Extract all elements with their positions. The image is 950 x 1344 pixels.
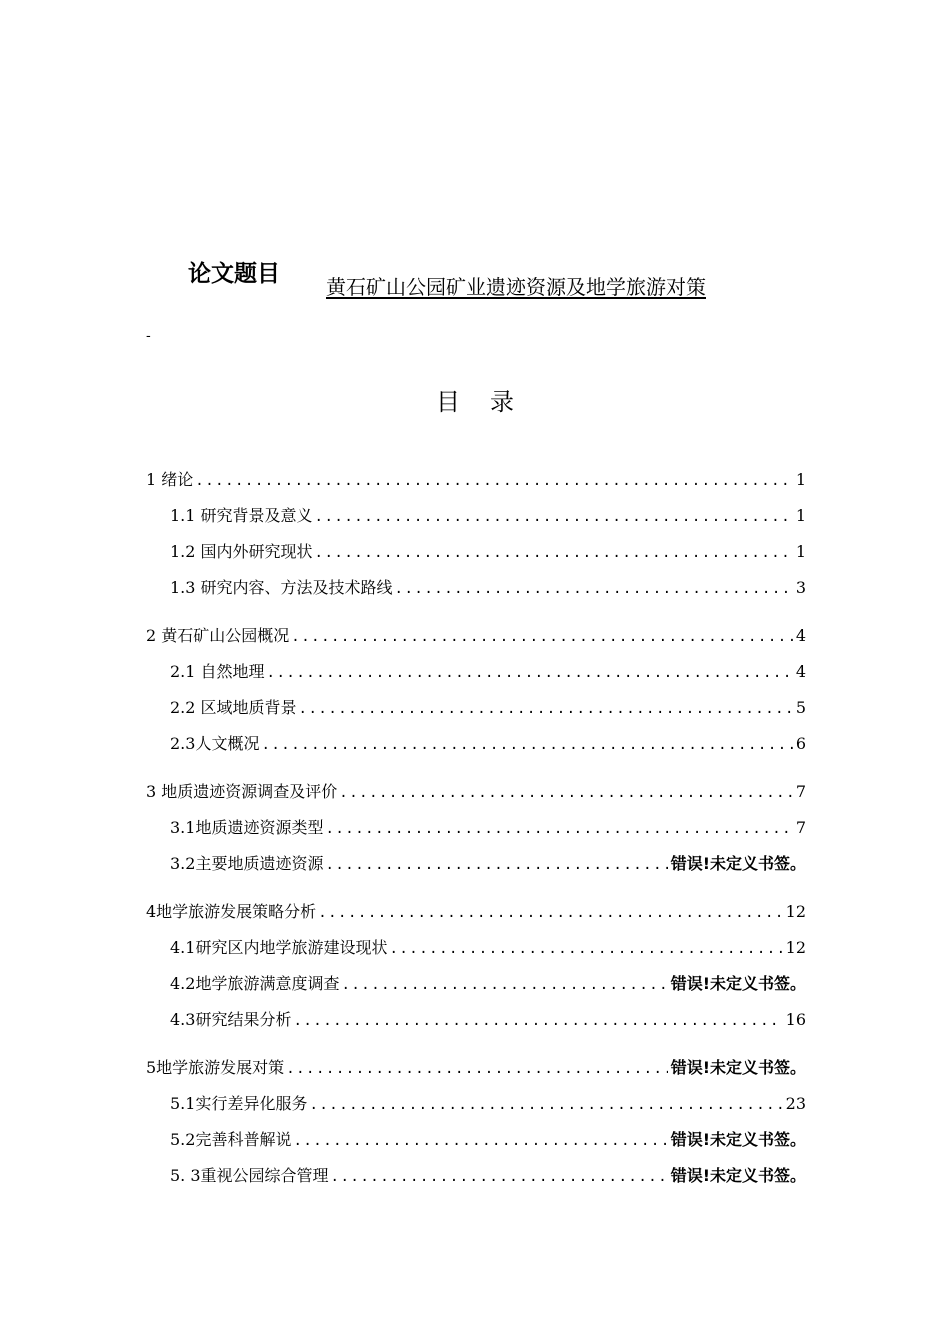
toc-entry-title: 5.2完善科普解说: [170, 1130, 292, 1149]
toc-entry-title: 2.1 自然地理: [170, 662, 265, 681]
toc-dot-leader: [309, 1092, 782, 1117]
toc-page-number: 16: [785, 1010, 806, 1029]
toc-dot-leader: [293, 1128, 667, 1153]
toc-entry[interactable]: [170, 935, 806, 961]
toc-page-number: 12: [785, 938, 806, 957]
toc-entry-title: 2 黄石矿山公园概况: [146, 626, 290, 645]
toc-entry[interactable]: [146, 899, 806, 925]
toc-entry-title: 5. 3重视公园综合管理: [170, 1166, 329, 1185]
toc-entry-title: 4.1研究区内地学旅游建设现状: [170, 938, 388, 957]
toc-dot-leader: [195, 468, 793, 493]
toc-dot-leader: [395, 576, 793, 601]
toc-entry[interactable]: [146, 779, 806, 805]
toc-heading: 目录: [436, 388, 544, 416]
toc-entry[interactable]: [170, 575, 806, 601]
toc-page-number: 4: [795, 662, 806, 681]
toc-page-number: 3: [795, 578, 806, 597]
toc-entry-title: 3 地质遗迹资源调查及评价: [146, 782, 338, 801]
toc-entry[interactable]: [170, 1127, 806, 1153]
toc-entry[interactable]: [146, 623, 806, 649]
toc-dot-leader: [318, 900, 782, 925]
toc-dot-leader: [341, 972, 667, 997]
toc-entry[interactable]: [146, 467, 806, 493]
toc-bookmark-error: 错误!未定义书签。: [670, 1166, 806, 1185]
toc-dot-leader: [286, 1056, 668, 1081]
toc-page-number: 1: [795, 470, 806, 489]
toc-dot-leader: [267, 660, 793, 685]
toc-page-number: 6: [795, 734, 806, 753]
thesis-title: 黄石矿山公园矿业遗迹资源及地学旅游对策: [326, 275, 706, 299]
toc-dot-leader: [389, 936, 782, 961]
toc-entry[interactable]: [170, 695, 806, 721]
toc-entry-title: 4地学旅游发展策略分析: [146, 902, 317, 921]
toc-entry[interactable]: [170, 731, 806, 757]
toc-entry-title: 3.1地质遗迹资源类型: [170, 818, 324, 837]
toc-dot-leader: [325, 816, 792, 841]
toc-entry-title: 1.2 国内外研究现状: [170, 542, 313, 561]
toc-entry[interactable]: [170, 815, 806, 841]
toc-entry-title: 3.2主要地质遗迹资源: [170, 854, 324, 873]
toc-entry-title: 5.1实行差异化服务: [170, 1094, 308, 1113]
toc-entry[interactable]: [170, 1007, 806, 1033]
toc-entry[interactable]: [170, 1091, 806, 1117]
toc-bookmark-error: 错误!未定义书签。: [670, 854, 806, 873]
toc-entry[interactable]: [170, 851, 806, 877]
toc-page-number: 1: [795, 506, 806, 525]
toc-bookmark-error: 错误!未定义书签。: [670, 1130, 806, 1149]
toc-dot-leader: [315, 504, 793, 529]
toc-dot-leader: [299, 696, 793, 721]
toc-page-number: 4: [795, 626, 806, 645]
toc-bookmark-error: 错误!未定义书签。: [670, 974, 806, 993]
toc-entry-title: 1.1 研究背景及意义: [170, 506, 313, 525]
toc-dot-leader: [325, 852, 667, 877]
toc-dot-leader: [315, 540, 793, 565]
toc-entry[interactable]: [170, 539, 806, 565]
toc-entry[interactable]: [146, 1055, 806, 1081]
toc-dot-leader: [331, 1164, 668, 1189]
toc-dot-leader: [291, 624, 793, 649]
toc-entry-title: 1.3 研究内容、方法及技术路线: [170, 578, 393, 597]
toc-entry[interactable]: [170, 659, 806, 685]
toc-page-number: 12: [785, 902, 806, 921]
stray-mark: -: [146, 328, 151, 344]
toc-page-number: 1: [795, 542, 806, 561]
toc-dot-leader: [261, 732, 792, 757]
toc-entry-title: 1 绪论: [146, 470, 194, 489]
toc-page-number: 5: [795, 698, 806, 717]
toc-dot-leader: [293, 1008, 782, 1033]
toc-page-number: 23: [785, 1094, 806, 1113]
toc-entry[interactable]: [170, 503, 806, 529]
toc-entry-title: 2.2 区域地质背景: [170, 698, 297, 717]
toc-page-number: 7: [795, 782, 806, 801]
toc-entry-title: 4.3研究结果分析: [170, 1010, 292, 1029]
thesis-label: 论文题目: [188, 261, 280, 287]
toc-entry-title: 4.2地学旅游满意度调查: [170, 974, 340, 993]
toc-dot-leader: [339, 780, 793, 805]
toc-page-number: 7: [795, 818, 806, 837]
toc-entry[interactable]: [170, 971, 806, 997]
toc-entry[interactable]: [170, 1163, 806, 1189]
toc-entry-title: 2.3人文概况: [170, 734, 260, 753]
toc-bookmark-error: 错误!未定义书签。: [670, 1058, 806, 1077]
toc-entry-title: 5地学旅游发展对策: [146, 1058, 285, 1077]
